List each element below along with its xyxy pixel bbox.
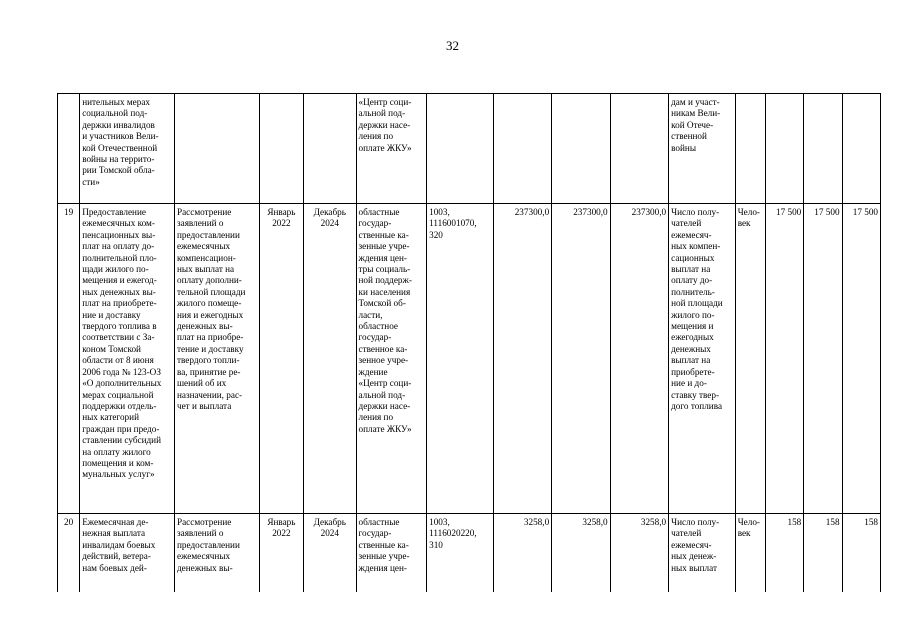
start-date-cell: Январь 2022 xyxy=(259,514,303,594)
funding-2023-cell xyxy=(552,94,610,204)
indicator-cell: Число полу- чателей ежемесяч- ных денеж- ных выплат xyxy=(669,514,736,594)
funding-2023-cell: 237300,0 xyxy=(552,204,610,514)
indicator-2023-cell: 17 500 xyxy=(804,204,842,514)
indicator-2023-cell xyxy=(804,94,842,204)
funding-2024-cell: 3258,0 xyxy=(610,514,668,594)
indicator-2023-cell: 158 xyxy=(804,514,842,594)
row-number-cell: 19 xyxy=(58,204,80,514)
budget-code-cell: 1003, 1116001070, 320 xyxy=(427,204,494,514)
budget-code-cell: 1003, 1116020220, 310 xyxy=(427,514,494,594)
activity-cell xyxy=(174,94,259,204)
funding-2023-cell: 3258,0 xyxy=(552,514,610,594)
indicator-cell: дам и участ- никам Вели- кой Отече- ственной войны xyxy=(669,94,736,204)
indicator-2022-cell: 17 500 xyxy=(765,204,803,514)
budget-code-cell xyxy=(427,94,494,204)
row-number-cell xyxy=(58,94,80,204)
executor-cell: областные государ- ственные ка- зенные учре- ждения цен- тры социаль- ной поддерж- ки населения Томской об- ласти, областное государ- ственное ка- зенное учре- ждение «Центр соци- альной под- держки насе- ления по оплате ЖКУ» xyxy=(356,204,427,514)
page-number: 32 xyxy=(446,38,459,53)
indicator-2024-cell: 17 500 xyxy=(842,204,880,514)
end-date-cell: Декабрь 2024 xyxy=(304,514,356,594)
end-date-cell xyxy=(304,94,356,204)
table-row xyxy=(58,204,881,514)
end-date-cell: Декабрь 2024 xyxy=(304,204,356,514)
executor-cell: «Центр соци- альной под- держки насе- ления по оплате ЖКУ» xyxy=(356,94,427,204)
unit-cell xyxy=(735,94,765,204)
activity-cell: Рассмотрение заявлений о предоставлении ежемесячных компенсацион- ных выплат на оплату дополни- тельной площади жилого помеще- ния и ежегодных денежных вы- плат на приобре- тение и доставку твердого топли- ва, принятие ре- шений об их назначении, рас- чет и выплата xyxy=(174,204,259,514)
measure-name-cell: нительных мерах социальной под- держки инвалидов и участников Вели- кой Отечественной войны на террито- рии Томской обла- сти» xyxy=(80,94,175,204)
indicator-2022-cell: 158 xyxy=(765,514,803,594)
indicator-2022-cell xyxy=(765,94,803,204)
activity-cell: Рассмотрение заявлений о предоставлении ежемесячных денежных вы- xyxy=(174,514,259,594)
funding-2022-cell: 3258,0 xyxy=(493,514,551,594)
start-date-cell xyxy=(259,94,303,204)
indicator-2024-cell xyxy=(842,94,880,204)
funding-2024-cell: 237300,0 xyxy=(610,204,668,514)
funding-2022-cell: 237300,0 xyxy=(493,204,551,514)
indicator-cell: Число полу- чателей ежемесяч- ных компен- сационных выплат на оплату до- полнитель- ной площади жилого по- мещения и ежегодных денежных выплат на приобрете- ние и до- ставку твер- дого топлива xyxy=(669,204,736,514)
funding-2024-cell xyxy=(610,94,668,204)
funding-2022-cell xyxy=(493,94,551,204)
table-row xyxy=(58,94,881,204)
indicator-2024-cell: 158 xyxy=(842,514,880,594)
executor-cell: областные государ- ственные ка- зенные учре- ждения цен- xyxy=(356,514,427,594)
table-row xyxy=(58,514,881,594)
measure-name-cell: Ежемесячная де- нежная выплата инвалидам боевых действий, ветера- нам боевых дей- xyxy=(80,514,175,594)
program-measures-table xyxy=(57,93,881,594)
measure-name-cell: Предоставление ежемесячных ком- пенсационных вы- плат на оплату до- полнительной пло- щади жилого по- мещения и ежегод- ных денежных вы- плат на приобрете- ние и доставку твердого топлива в соответствии с За- коном Томской области от 8 июня 2006 года № 123-ОЗ «О дополнительных мерах социальной поддержки отдель- ных категорий граждан при предо- ставлении субсидий на оплату жилого помещения и ком- мунальных услуг» xyxy=(80,204,175,514)
unit-cell: Чело- век xyxy=(735,204,765,514)
unit-cell: Чело- век xyxy=(735,514,765,594)
start-date-cell: Январь 2022 xyxy=(259,204,303,514)
row-number-cell: 20 xyxy=(58,514,80,594)
page-bottom-margin xyxy=(0,592,905,640)
